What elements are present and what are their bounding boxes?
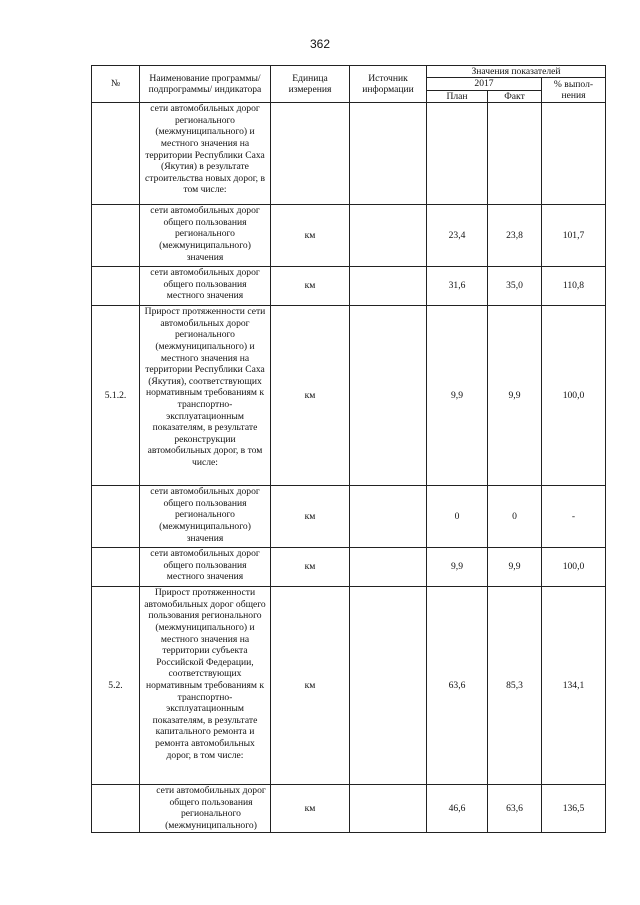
row-source [350, 548, 427, 587]
page-number: 362 [309, 37, 331, 51]
row-pct: 110,8 [542, 267, 606, 306]
row-fact: 63,6 [488, 785, 542, 833]
row-unit: км [271, 785, 350, 833]
row-name: сети автомобильных дорог общего пользования регионального (межмуниципального) значения [140, 486, 271, 548]
row-fact [488, 103, 542, 205]
row-num [92, 267, 140, 306]
header-plan: План [427, 90, 488, 102]
row-unit: км [271, 587, 350, 785]
row-num: 5.2. [92, 587, 140, 785]
header-unit: Единица измерения [271, 66, 350, 103]
row-plan: 31,6 [427, 267, 488, 306]
row-fact: 23,8 [488, 205, 542, 267]
row-plan: 9,9 [427, 548, 488, 587]
row-source [350, 486, 427, 548]
header-num: № [92, 66, 140, 103]
row-num [92, 205, 140, 267]
row-pct: 100,0 [542, 548, 606, 587]
row-name: сети автомобильных дорог общего пользования местного значения [140, 267, 271, 306]
row-plan [427, 103, 488, 205]
row-source [350, 587, 427, 785]
row-source [350, 785, 427, 833]
table-row [92, 103, 606, 205]
row-plan: 46,6 [427, 785, 488, 833]
table-row [92, 306, 606, 486]
row-num [92, 486, 140, 548]
row-fact: 85,3 [488, 587, 542, 785]
row-unit: км [271, 306, 350, 486]
row-unit [271, 103, 350, 205]
header-pct: % выпол-нения [542, 78, 606, 103]
row-num [92, 548, 140, 587]
row-num [92, 785, 140, 833]
row-pct: 134,1 [542, 587, 606, 785]
row-name: Прирост протяженности сети автомобильных дорог регионального (межмуниципального) и местного значения на территории Республики Саха (Якутия), соответствующих нормативным требованиям к транспортно-эксплуатационным показателям, в результате реконструкции автомобильных дорог, в том числе: [140, 306, 271, 486]
row-plan: 23,4 [427, 205, 488, 267]
row-unit: км [271, 205, 350, 267]
row-name: сети автомобильных дорог общего пользования регионального (межмуниципального) значения [140, 205, 271, 267]
table-row [92, 587, 606, 785]
table-row [92, 548, 606, 587]
row-fact: 9,9 [488, 548, 542, 587]
row-source [350, 103, 427, 205]
indicators-table [91, 65, 606, 833]
row-fact: 9,9 [488, 306, 542, 486]
row-source [350, 267, 427, 306]
row-source [350, 306, 427, 486]
row-plan: 9,9 [427, 306, 488, 486]
table-row [92, 785, 606, 833]
row-pct: - [542, 486, 606, 548]
header-source: Источник информации [350, 66, 427, 103]
row-name: Прирост протяженности автомобильных дорог общего пользования регионального (межмуниципального) и местного значения на территории субъекта Российской Федерации, соответствующих нормативным требованиям к транспортно-эксплуатационным показателям, в результате капитального ремонта и ремонта автомобильных дорог, в том числе: [140, 587, 271, 785]
row-pct: 101,7 [542, 205, 606, 267]
row-pct [542, 103, 606, 205]
table-row [92, 486, 606, 548]
table-row [92, 267, 606, 306]
row-fact: 0 [488, 486, 542, 548]
table-row [92, 205, 606, 267]
row-pct: 100,0 [542, 306, 606, 486]
row-name: сети автомобильных дорог общего пользования местного значения [140, 548, 271, 587]
header-year: 2017 [427, 78, 542, 90]
header-values-group: Значения показателей [427, 66, 606, 78]
row-fact: 35,0 [488, 267, 542, 306]
header-fact: Факт [488, 90, 542, 102]
row-name: сети автомобильных дорог общего пользования регионального (межмуниципального) [140, 785, 271, 833]
row-unit: км [271, 486, 350, 548]
row-num [92, 103, 140, 205]
row-plan: 63,6 [427, 587, 488, 785]
row-plan: 0 [427, 486, 488, 548]
row-unit: км [271, 267, 350, 306]
row-pct: 136,5 [542, 785, 606, 833]
row-num: 5.1.2. [92, 306, 140, 486]
header-name: Наименование программы/ подпрограммы/ индикатора [140, 66, 271, 103]
row-source [350, 205, 427, 267]
row-name: сети автомобильных дорог регионального (межмуниципального) и местного значения на территории Республики Саха (Якутия) в результате строительства новых дорог, в том числе: [140, 103, 271, 205]
row-unit: км [271, 548, 350, 587]
